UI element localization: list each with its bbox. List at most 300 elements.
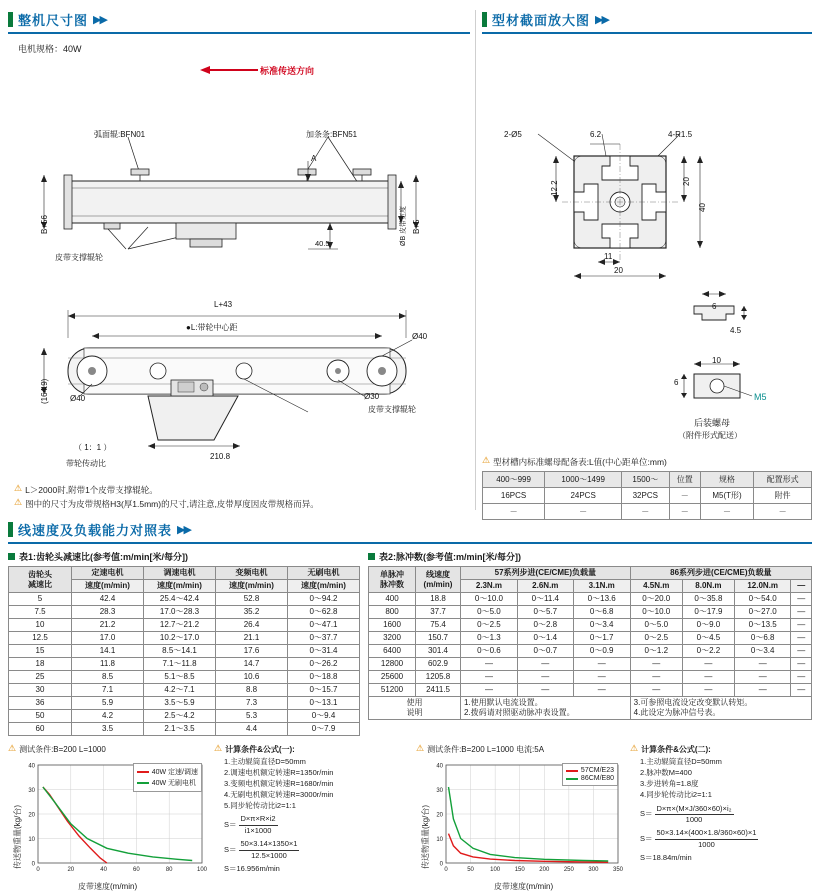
- formula1-numerator: D×π×R×i2: [239, 814, 278, 826]
- nut-th: 1000～1499: [545, 472, 622, 488]
- formula1-result: S＝16.956m/min: [224, 863, 280, 873]
- table-cell: 0～10.0: [630, 606, 682, 619]
- nut-td: －: [669, 504, 700, 520]
- formula1-denominator: i1×1000: [244, 826, 272, 836]
- table-cell: 8.8: [216, 684, 288, 697]
- th-const-motor: 定速电机: [72, 567, 144, 580]
- th-vfd-motor: 变频电机: [216, 567, 288, 580]
- table-cell: 2.5～4.2: [144, 710, 216, 723]
- table-cell: 0～6.8: [735, 632, 791, 645]
- usage-note: 4.此设定为脉冲信号表。: [633, 708, 721, 717]
- table-cell: 0～26.2: [288, 658, 360, 671]
- table-cell: 0～2.8: [517, 619, 573, 632]
- table-cell-key: 10: [9, 619, 72, 632]
- svg-text:20: 20: [67, 867, 75, 873]
- table-cell: 0～5.0: [630, 619, 682, 632]
- section-divider: [8, 542, 812, 544]
- section-arrows-icon: ▶▶: [93, 14, 106, 26]
- nut-td: 16PCS: [483, 488, 545, 504]
- legend-swatch: [566, 778, 578, 780]
- section-header-profile: [482, 10, 812, 29]
- table-cell: —: [791, 671, 812, 684]
- formula2-s-label2: S＝: [640, 834, 653, 844]
- th-single-pulse: 单脉冲 脉冲数: [369, 567, 416, 593]
- table-cell: 0～5.0: [461, 606, 518, 619]
- table-cell: 0～47.1: [288, 619, 360, 632]
- section-speed-load: [8, 520, 812, 891]
- table-cell: 0～3.4: [573, 619, 630, 632]
- table-row: [369, 645, 812, 658]
- formula1-fraction: [239, 814, 278, 837]
- nut-label-10: 10: [712, 356, 721, 365]
- table-cell: 0～10.0: [461, 593, 518, 606]
- formula2-line: 1.主动辊筒直径D=50mm: [640, 757, 722, 766]
- table-cell: —: [573, 658, 630, 671]
- nut-td: －: [483, 504, 545, 520]
- section-divider: [8, 32, 470, 34]
- table-row: [9, 684, 360, 697]
- table-cell: 0～1.2: [630, 645, 682, 658]
- profile-label-11: 11: [604, 252, 613, 261]
- chart2-block: [416, 743, 624, 891]
- table-cell: 8.5: [72, 671, 144, 684]
- table-row: [369, 619, 812, 632]
- svg-text:10: 10: [436, 837, 443, 843]
- formula1-body: [224, 757, 410, 875]
- table-cell: 0～11.4: [517, 593, 573, 606]
- table-cell: 4.4: [216, 723, 288, 736]
- table-cell: 3.5～5.9: [144, 697, 216, 710]
- chart2-canvas: [416, 759, 624, 891]
- table-cell: 0～7.9: [288, 723, 360, 736]
- legend-label: 86CM/E80: [580, 775, 614, 782]
- table-row: [369, 671, 812, 684]
- usage-note: 2.拨码请对照驱动脉冲表设置。: [464, 708, 575, 717]
- formula1-expr2: [224, 839, 410, 862]
- table-row: [9, 723, 360, 736]
- dim-b56: B+56: [40, 215, 49, 234]
- svg-text:0: 0: [36, 867, 40, 873]
- table-row: [9, 645, 360, 658]
- table-cell: 0～3.4: [735, 645, 791, 658]
- table-cell-key: 60: [9, 723, 72, 736]
- table-cell: 301.4: [416, 645, 461, 658]
- legend-label: 57CM/E23: [580, 767, 614, 774]
- td-usage-right: [630, 697, 811, 720]
- svg-text:40: 40: [28, 763, 35, 770]
- svg-text:0: 0: [31, 861, 35, 868]
- th-torque: 12.0N.m: [735, 580, 791, 593]
- nut-td: －: [622, 504, 670, 520]
- table-cell: —: [517, 671, 573, 684]
- table-cell: —: [682, 671, 734, 684]
- section-title-speed: 线速度及负载能力对照表: [18, 523, 173, 538]
- td-usage-left: [461, 697, 631, 720]
- svg-text:150: 150: [514, 867, 525, 873]
- table-cell: —: [682, 658, 734, 671]
- table-cell: 602.9: [416, 658, 461, 671]
- table-cell: 11.8: [72, 658, 144, 671]
- table-cell: 0～1.3: [461, 632, 518, 645]
- nut-label-4-5: 4.5: [730, 326, 742, 335]
- table-cell: —: [517, 684, 573, 697]
- th-sub-speed: 速度(m/min): [288, 580, 360, 593]
- dia-40-left: Ø40: [70, 394, 86, 403]
- table-cell: —: [630, 658, 682, 671]
- table-cell: —: [735, 684, 791, 697]
- profile-cross-section-drawing: [482, 94, 812, 344]
- caption-marker-icon: [368, 553, 375, 560]
- chart2-legend: [562, 763, 618, 786]
- table-row: [369, 658, 812, 671]
- dim-l-center: ●L:带轮中心距: [186, 323, 238, 332]
- table-cell-key: 30: [9, 684, 72, 697]
- nut-table-header-row: [483, 472, 812, 488]
- table-row: [369, 684, 812, 697]
- label-belt-support-roller-1: 皮带支撑辊轮: [55, 253, 103, 262]
- table-row: [9, 593, 360, 606]
- table-cell-key: 15: [9, 645, 72, 658]
- svg-text:10: 10: [28, 837, 35, 843]
- formula1-numerator2: 50×3.14×1350×1: [239, 839, 300, 851]
- section-header-speed: [8, 520, 812, 539]
- chart2-condition-text: 测试条件:B=200 L=1000 电流:5A: [427, 745, 545, 754]
- legend-swatch: [566, 770, 578, 772]
- dim-164-9: (164.9): [40, 378, 49, 404]
- table-cell: 4.2～7.1: [144, 684, 216, 697]
- chart2-condition: [416, 744, 624, 755]
- profile-label-12-2: 12.2: [550, 180, 559, 196]
- section-dimension-drawing: [8, 10, 470, 509]
- svg-text:20: 20: [436, 812, 443, 819]
- table-cell: —: [630, 671, 682, 684]
- table2-body: [369, 593, 812, 697]
- table-cell: —: [573, 671, 630, 684]
- nut-td: －: [545, 504, 622, 520]
- legend-item: [566, 767, 614, 774]
- table1-caption-text: 表1:齿轮头减速比(参考值:m/min[米/每分]): [19, 552, 188, 562]
- dim-b5: B+5: [412, 219, 421, 234]
- section-title-profile: 型材截面放大图: [492, 13, 591, 28]
- formula1-block: [214, 744, 410, 879]
- caption-marker-icon: [8, 553, 15, 560]
- table-cell: 150.7: [416, 632, 461, 645]
- table-cell: 35.2: [216, 606, 288, 619]
- nut-label-m5: M5: [754, 392, 767, 402]
- svg-text:50: 50: [467, 867, 474, 873]
- table-cell: 0～4.5: [682, 632, 734, 645]
- formula1-expr1: [224, 814, 410, 837]
- table-cell: 26.4: [216, 619, 288, 632]
- table-cell: 0～1.7: [573, 632, 630, 645]
- th-torque: 8.0N.m: [682, 580, 734, 593]
- nut-td: －: [669, 488, 700, 504]
- chart2-xlabel: 皮带速度(m/min): [494, 882, 554, 891]
- nut-td: 24PCS: [545, 488, 622, 504]
- section-accent-bar: [482, 12, 487, 27]
- table-cell-key: 51200: [369, 684, 416, 697]
- usage-note: 1.使用默认电流设置。: [464, 698, 543, 707]
- nut-config-table: [482, 471, 812, 520]
- nut-td: 32PCS: [622, 488, 670, 504]
- svg-text:350: 350: [612, 867, 624, 873]
- formula2-numerator2: 50×3.14×(400×1.8/360×60)×1: [655, 828, 759, 840]
- formula2-fraction: [655, 804, 734, 827]
- table-cell: 1205.8: [416, 671, 461, 684]
- th-gear-ratio: 齿轮头 减速比: [9, 567, 72, 593]
- formula2-line: 2.脉冲数M=400: [640, 767, 692, 777]
- formula2-fraction2: [655, 828, 759, 851]
- table-cell: 5.1～8.5: [144, 671, 216, 684]
- table-cell: —: [461, 658, 518, 671]
- nut-table-note: [482, 456, 812, 468]
- formula2-s-label: S＝: [640, 809, 653, 819]
- dia-40-right: Ø40: [412, 332, 428, 341]
- table-cell: 0～6.8: [573, 606, 630, 619]
- svg-text:40: 40: [436, 763, 443, 770]
- table-cell-key: 25600: [369, 671, 416, 684]
- table-cell: 3.5: [72, 723, 144, 736]
- charts-row: [8, 743, 812, 891]
- nut-td: 附件: [754, 488, 812, 504]
- label-arc-roller: 弧面辊:BFN01: [94, 130, 146, 139]
- table-cell: —: [791, 606, 812, 619]
- table-cell: —: [791, 684, 812, 697]
- table-row: [9, 710, 360, 723]
- table1-block: [8, 550, 360, 736]
- table-cell-key: 400: [369, 593, 416, 606]
- formula1-line: 4.无刷电机额定转速R=3000r/min: [224, 789, 334, 799]
- nut-subtitle: （附件形式配送）: [678, 431, 742, 440]
- nut-td: －: [754, 504, 812, 520]
- table-cell: 0～0.6: [461, 645, 518, 658]
- table-header-row: [9, 567, 360, 580]
- legend-swatch: [137, 771, 149, 773]
- svg-text:250: 250: [563, 867, 574, 873]
- th-brushless-motor: 无刷电机: [288, 567, 360, 580]
- chart1-legend: [133, 763, 202, 792]
- table-cell: —: [735, 671, 791, 684]
- warning-icon: ⚠: [14, 483, 23, 493]
- table-cell: 0～17.9: [682, 606, 734, 619]
- formula2-expr2: [640, 828, 812, 851]
- table-cell: 28.3: [72, 606, 144, 619]
- table-cell: 2411.5: [416, 684, 461, 697]
- warning-icon: ⚠: [416, 743, 425, 753]
- pulley-ratio-label: 带轮传动比: [66, 459, 106, 468]
- th-torque: 3.1N.m: [573, 580, 630, 593]
- nut-td: －: [700, 504, 753, 520]
- nut-front-view-drawing: [672, 354, 820, 424]
- table-cell-key: 800: [369, 606, 416, 619]
- table-cell: —: [791, 658, 812, 671]
- table-cell: 0～2.5: [461, 619, 518, 632]
- table-footer-row: [369, 697, 812, 720]
- warning-icon: ⚠: [630, 743, 639, 753]
- formula1-s-label: S＝: [224, 820, 237, 830]
- note-item: [14, 498, 464, 510]
- table-row: [9, 606, 360, 619]
- table-cell: 0～13.6: [573, 593, 630, 606]
- legend-item: [137, 778, 198, 788]
- svg-text:80: 80: [165, 867, 173, 873]
- table-cell: 0～15.7: [288, 684, 360, 697]
- table-cell: —: [791, 593, 812, 606]
- formula1-fraction2: [239, 839, 300, 862]
- legend-label: 40W 无刷电机: [151, 780, 197, 787]
- th-line-speed: 线速度 (m/min): [416, 567, 461, 593]
- section-profile-drawing: [482, 10, 812, 516]
- table2-block: [368, 550, 812, 736]
- table-row: [369, 606, 812, 619]
- usage-note: 3.可参照电流设定改变默认转矩。: [633, 698, 753, 707]
- plan-view-drawing: [8, 292, 470, 452]
- table-cell: 2.1～3.5: [144, 723, 216, 736]
- table-row: [483, 504, 812, 520]
- dim-belt-width: ØB 皮带宽度: [400, 205, 407, 246]
- table-cell: 0～2.5: [630, 632, 682, 645]
- th-torque: 2.3N.m: [461, 580, 518, 593]
- formula2-line: 4.同步轮传动比i2=1:1: [640, 789, 712, 799]
- table-cell: —: [791, 619, 812, 632]
- table-cell: 12.7～21.2: [144, 619, 216, 632]
- chart1-ylabel: 传送物重量(kg/台): [13, 805, 22, 869]
- table-cell-key: 12800: [369, 658, 416, 671]
- profile-label-4-r15: 4-R1.5: [668, 130, 693, 139]
- table-cell: —: [791, 645, 812, 658]
- profile-label-6-2: 6.2: [590, 130, 602, 139]
- direction-label: 标准传送方向: [260, 66, 315, 76]
- dim-l43: L+43: [214, 300, 233, 309]
- table-cell: 0～37.7: [288, 632, 360, 645]
- table-cell: 0～13.5: [735, 619, 791, 632]
- table-row: [9, 697, 360, 710]
- table-gear-ratio: [8, 566, 360, 736]
- table-cell: 0～20.0: [630, 593, 682, 606]
- formula2-line: 3.步进转角=1.8度: [640, 778, 699, 788]
- table-cell-key: 1600: [369, 619, 416, 632]
- table-pulse-count: [368, 566, 812, 720]
- table-cell: 52.8: [216, 593, 288, 606]
- table-cell: 10.2～17.0: [144, 632, 216, 645]
- th-group-57: 57系列步进(CE/CME)负载量: [461, 567, 631, 580]
- table-cell: 21.2: [72, 619, 144, 632]
- table-row: [9, 671, 360, 684]
- chart1-block: [8, 743, 208, 891]
- table1-caption: [8, 550, 360, 563]
- profile-label-40: 40: [698, 203, 707, 212]
- table-cell-key: 6400: [369, 645, 416, 658]
- nut-th: 规格: [700, 472, 753, 488]
- formula2-denominator2: 1000: [698, 840, 715, 850]
- formula2-body: [640, 757, 812, 864]
- table-header-row: [369, 567, 812, 580]
- table-cell: 10.6: [216, 671, 288, 684]
- svg-text:20: 20: [28, 812, 35, 819]
- nut-td: M5(T形): [700, 488, 753, 504]
- nut-th: 400～999: [483, 472, 545, 488]
- table-cell: 0～5.7: [517, 606, 573, 619]
- th-adj-motor: 调速电机: [144, 567, 216, 580]
- table-cell-key: 12.5: [9, 632, 72, 645]
- table-row: [9, 658, 360, 671]
- table-cell: 17.0～28.3: [144, 606, 216, 619]
- th-sub-speed: 速度(m/min): [144, 580, 216, 593]
- section-title-dimension: 整机尺寸图: [18, 13, 89, 28]
- table-cell: 17.6: [216, 645, 288, 658]
- table2-caption: [368, 550, 812, 563]
- svg-text:0: 0: [439, 861, 443, 868]
- table-cell: 0～0.9: [573, 645, 630, 658]
- table-cell: 5.9: [72, 697, 144, 710]
- warning-icon: ⚠: [8, 743, 17, 753]
- table-cell: —: [461, 684, 518, 697]
- table-cell: 42.4: [72, 593, 144, 606]
- nut-table-block: [482, 454, 812, 520]
- th-group-86: 86系列步进(CE/CME)负载量: [630, 567, 811, 580]
- table-cell: 25.4～42.4: [144, 593, 216, 606]
- table1-body: [9, 593, 360, 736]
- table-row: [483, 488, 812, 504]
- table-cell: 0～9.0: [682, 619, 734, 632]
- table-cell-key: 18: [9, 658, 72, 671]
- nut-th: 配置形式: [754, 472, 812, 488]
- formula2-expr1: [640, 804, 812, 827]
- table-cell: 0～27.0: [735, 606, 791, 619]
- section-accent-bar: [8, 522, 13, 537]
- table-cell: 0～0.7: [517, 645, 573, 658]
- table-cell: 0～13.1: [288, 697, 360, 710]
- section-arrows-icon: ▶▶: [177, 524, 190, 536]
- profile-label-2-o5: 2-Ø5: [504, 130, 522, 139]
- table-cell: —: [682, 684, 734, 697]
- section-arrows-icon: ▶▶: [595, 14, 608, 26]
- table-cell: 17.0: [72, 632, 144, 645]
- table-cell-key: 50: [9, 710, 72, 723]
- legend-label: 40W 定速/调速: [151, 769, 198, 776]
- chart1-canvas: [8, 759, 208, 891]
- section-divider: [482, 32, 812, 34]
- table-cell: 75.4: [416, 619, 461, 632]
- formula2-numerator: D×π×(M×J/360×60)×i₂: [655, 804, 734, 816]
- dim-a: A: [311, 154, 317, 163]
- svg-text:60: 60: [133, 867, 140, 873]
- note-text: L＞2000时,附带1个皮带支撑辊轮。: [25, 485, 158, 495]
- panel-divider: [475, 10, 476, 510]
- table-cell-key: 3200: [369, 632, 416, 645]
- section-header-dimension: [8, 10, 470, 29]
- table-cell: —: [461, 671, 518, 684]
- tables-row: [8, 550, 812, 736]
- dimension-notes: [14, 482, 464, 510]
- warning-icon: ⚠: [482, 455, 491, 465]
- table-cell: 5.3: [216, 710, 288, 723]
- table-cell: 0～18.8: [288, 671, 360, 684]
- profile-label-20-right: 20: [682, 177, 691, 186]
- nut-label-6b: 6: [674, 378, 679, 387]
- th-torque: —: [791, 580, 812, 593]
- table-cell: 0～9.4: [288, 710, 360, 723]
- table-cell: —: [517, 658, 573, 671]
- th-torque: 2.6N.m: [517, 580, 573, 593]
- chart1-xlabel: 皮带速度(m/min): [78, 882, 138, 891]
- formula2-block: [630, 744, 812, 879]
- table-cell: 0～2.2: [682, 645, 734, 658]
- note-text: 图中的尺寸为皮带规格H3(厚1.5mm)的尺寸,请注意,皮带厚度因皮带规格而异。: [25, 499, 319, 509]
- table-cell-key: 7.5: [9, 606, 72, 619]
- profile-label-20-bottom: 20: [614, 266, 623, 275]
- section-accent-bar: [8, 12, 13, 27]
